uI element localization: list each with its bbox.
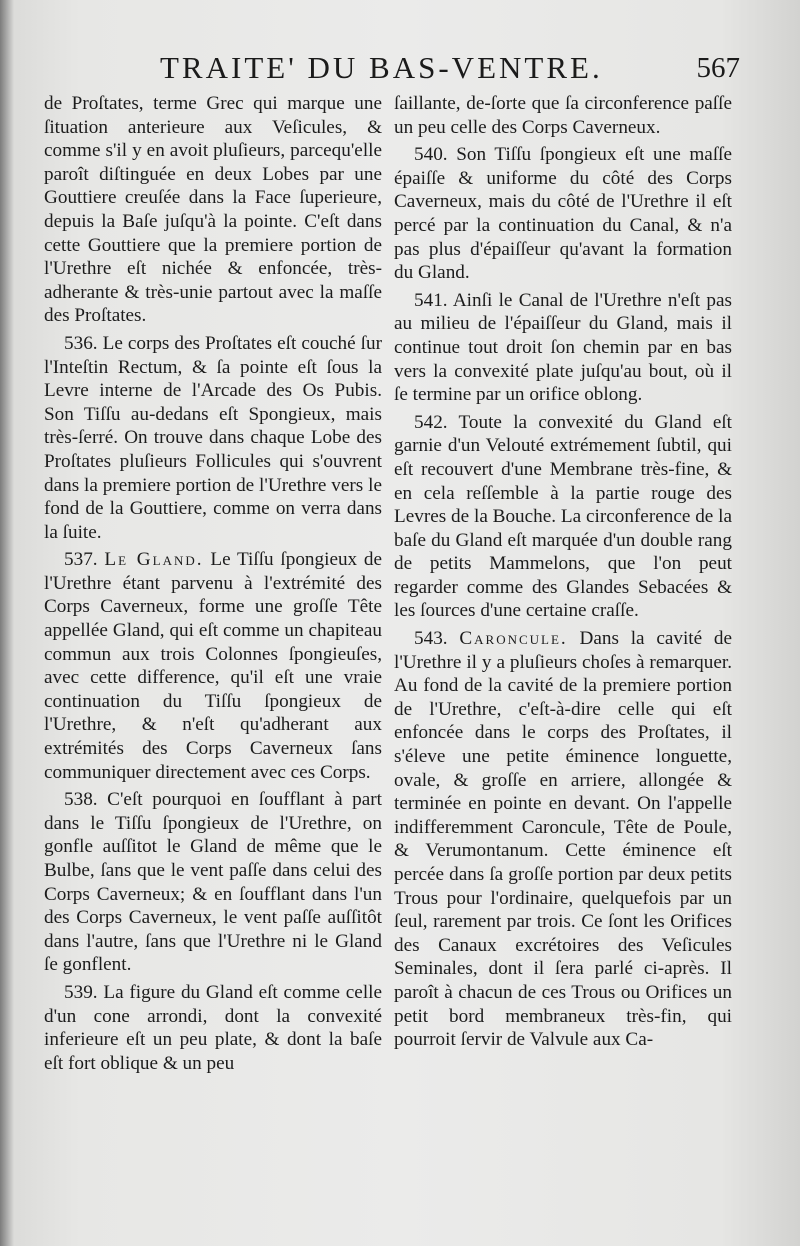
paragraph-541: 541. Ainſi le Canal de l'Urethre n'eſt pas au milieu de l'épaiſſeur du Gland, mais il continue tout droit ſon chemin par en bas vers la convexité plate juſqu'au bout, où il ſe termine par un orifice oblong. — [394, 289, 732, 406]
running-title: TRAITE' DU BAS-VENTRE. — [160, 50, 603, 85]
paragraph-542: 542. Toute la convexité du Gland eſt garnie d'un Velouté extrémement ſubtil, qui eſt recouvert d'une Membrane très-fine, & en cela reſſemble à la partie rouge des Levres de la Bouche. La circonference de la baſe du Gland eſt marquée d'un double rang de petits Mammelons, que l'on peut regarder comme des Glandes Sebacées & les ſources d'une certaine craſſe. — [394, 411, 733, 622]
paragraph-number: 542. — [414, 411, 448, 433]
section-heading: Le Gland. — [104, 549, 204, 571]
right-column — [394, 92, 732, 1056]
paragraph-continued: ſaillante, de-ſorte que ſa circonference paſſe un peu celle des Corps Caverneux. — [394, 93, 732, 138]
page-number: 567 — [696, 52, 740, 84]
paragraph-number: 539. — [64, 981, 98, 1003]
paragraph-539: 539. La figure du Gland eſt comme celle d'un cone arrondi, dont la convexité inferieure eſt un peu plate, & dont la baſe eſt fort oblique & un peu — [44, 981, 383, 1074]
paragraph-number: 541. — [414, 289, 448, 311]
paragraph-number: 543. — [414, 628, 448, 650]
paragraph-540: 540. Son Tiſſu ſpongieux eſt une maſſe épaiſſe & uniforme du côté des Corps Caverneux, mais du côté de l'Urethre il eſt percé par la continuation du Canal, & n'a pas plus d'épaiſſeur qu'avant la formation du Gland. — [394, 144, 732, 284]
left-column — [44, 92, 382, 1079]
paragraph-number: 537. — [64, 549, 98, 571]
paragraph-536: 536. Le corps des Proſtates eſt couché ſur l'Inteſtin Rectum, & ſa pointe eſt ſous la Levre interne de l'Arcade des Os Pubis. Son Tiſſu au-dedans eſt Spongieux, mais très-ſerré. On trouve dans chaque Lobe des Proſtates pluſieurs Follicules qui s'ouvrent dans la premiere portion de l'Urethre vers le fond de la Gouttiere, comme on verra dans la ſuite. — [44, 332, 382, 543]
paragraph-continued: de Proſtates, terme Grec qui marque une ſituation anterieure aux Veſicules, & comme s'il y en avoit pluſieurs, parcequ'elle paroît diſtinguée en deux Lobes par une Gouttiere creuſée dans la Face ſuperieure, depuis la Baſe juſqu'à la pointe. C'eſt dans cette Gouttiere que la premiere portion de l'Urethre eſt nichée & enfoncée, très-adherante & très-unie partout avec la maſſe des Proſtates. — [44, 93, 382, 327]
section-heading: Caroncule. — [459, 628, 568, 650]
paragraph-543: 543. Caroncule. Dans la cavité de l'Urethre il y a pluſieurs choſes à remarquer. Au fond de la cavité de la premiere portion de l'Urethre, c'eſt-à-dire celle qui eſt enfoncée dans le corps des Proſtates, il s'éleve une petite éminence longuette, ovale, & groſſe en arriere, allongée & terminée en pointe en devant. On l'appelle indifferemment Caroncule, Tête de Poule, & Verumontanum. Cette éminence eſt percée dans ſa groſſe portion par deux petits Trous pour l'ordinaire, quelquefois par un ſeul, rarement par trois. Ce ſont les Orifices des Canaux excrétoires des Veſicules Seminales, dont il ſera parlé ci-après. Il paroît à chacun de ces Trous ou Orifices un petit bord membraneux très-fin, qui pourroit ſervir de Valvule aux Ca- — [394, 628, 733, 1051]
paragraph-537: 537. Le Gland. Le Tiſſu ſpongieux de l'Urethre étant parvenu à l'extrémité des Corps Caverneux, forme une groſſe Tête appellée Gland, qui eſt comme un chapiteau commun aux trois Colonnes ſpongieuſes, avec cette difference, qu'il eſt une vraie continuation du Tiſſu ſpongieux de l'Urethre, & n'eſt qu'adherant aux extrémités des Corps Caverneux ſans communiquer directement avec ces Corps. — [44, 549, 383, 783]
paragraph-number: 538. — [64, 789, 98, 811]
paragraph-number: 540. — [414, 144, 448, 166]
binding-shadow — [0, 0, 14, 1246]
paragraph-number: 536. — [64, 332, 98, 354]
paragraph-538: 538. C'eſt pourquoi en ſoufflant à part dans le Tiſſu ſpongieux de l'Urethre, on gonfle auſſitot le Gland de même que le Bulbe, ſans que le vent paſſe dans celui des Corps Caverneux; & en ſoufflant dans l'un des Corps Caverneux, le vent paſſe auſſitôt dans l'autre, ſans que l'Urethre ni le Gland ſe gonflent. — [44, 789, 382, 976]
